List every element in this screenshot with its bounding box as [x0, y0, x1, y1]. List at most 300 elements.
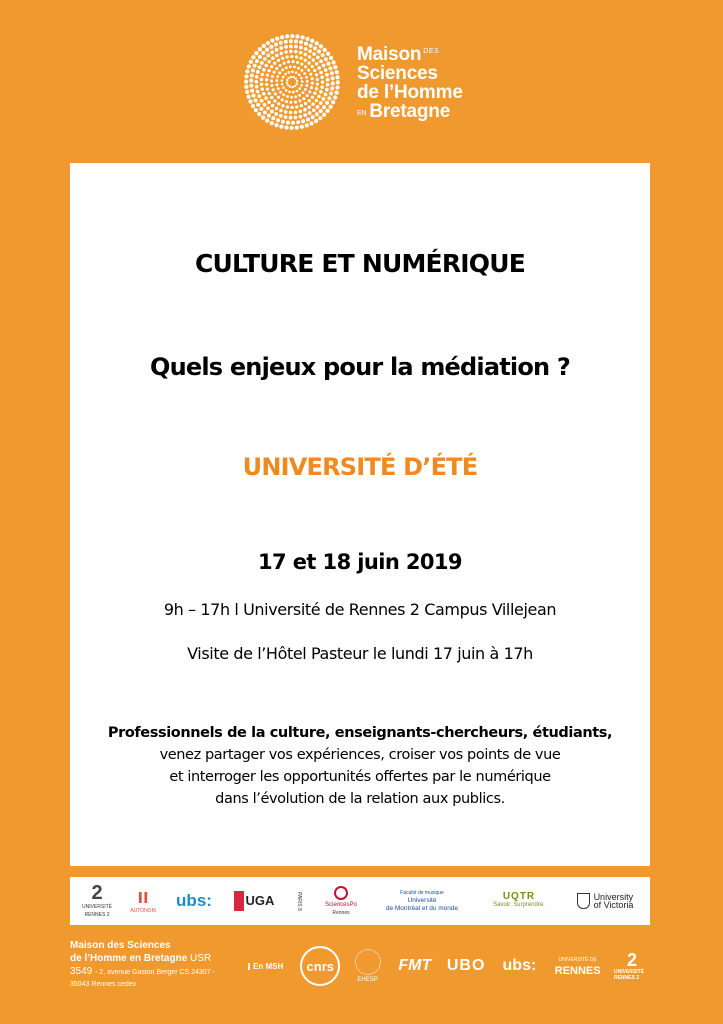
emblem-dot — [307, 105, 311, 109]
emblem-dot — [326, 52, 330, 56]
emblem-dot — [294, 116, 298, 120]
emblem-dot — [300, 35, 304, 39]
emblem-dot — [269, 45, 273, 49]
emblem-dot — [311, 82, 314, 85]
emblem-dot — [288, 77, 290, 79]
logo-autonom — [128, 883, 158, 919]
logo-small-en: EN — [357, 109, 367, 117]
emblem-dot — [319, 71, 323, 75]
emblem-dot — [313, 46, 317, 50]
emblem-dot — [304, 65, 307, 68]
emblem-dot — [315, 73, 318, 76]
emblem-dot — [262, 92, 266, 96]
emblem-dot — [319, 59, 323, 63]
emblem-dot — [315, 41, 319, 45]
emblem-dot — [328, 105, 332, 109]
footer-rennes2-text: UNIVERSITÉ RENNES 2 — [613, 969, 644, 981]
emblem-dot — [288, 71, 291, 74]
uvic-line1: University — [593, 892, 634, 902]
emblem-dot — [275, 67, 278, 70]
emblem-dot — [265, 48, 269, 52]
emblem-dot — [261, 51, 265, 55]
logo-uvic — [570, 883, 640, 919]
invite-line: et interroger les opportunités offertes par le numérique — [169, 769, 551, 785]
emblem-dot — [286, 79, 288, 81]
emblem-dot — [274, 112, 278, 116]
uga-mark-icon — [234, 891, 244, 911]
emblem-dot — [266, 106, 270, 110]
address-name-2: de l’Homme en Bretagne — [70, 953, 188, 964]
address-street: - 2, avenue Gaston Berger CS 24307 - — [95, 969, 215, 976]
emblem-dot — [280, 35, 284, 39]
emblem-dot — [267, 100, 271, 104]
emblem-dot — [306, 94, 309, 97]
emblem-dot — [311, 65, 314, 68]
emblem-dot — [303, 113, 307, 117]
emblem-dot — [265, 78, 268, 81]
emblem-dot — [336, 80, 340, 84]
emblem-dot — [302, 97, 305, 100]
emblem-dot — [295, 105, 298, 108]
udem-faculty: Faculté de musique — [400, 890, 444, 896]
autonom-text: AUTONOM — [130, 908, 156, 914]
address-name-1: Maison des Sciences — [70, 940, 171, 951]
emblem-dot — [308, 90, 311, 93]
emblem-dot — [277, 87, 280, 90]
rennes2-glyph: 2 — [91, 882, 103, 904]
emblem-dot — [279, 114, 283, 118]
emblem-dot — [325, 73, 329, 77]
logo-rennes2 — [80, 883, 114, 919]
uqtr-wordmark: UQTR — [502, 891, 536, 902]
emblem-dot — [300, 125, 304, 129]
emblem-dot — [308, 55, 312, 59]
footer-logo-cnrs: cnrs — [300, 946, 340, 986]
emblem-dot — [281, 57, 284, 60]
emblem-dot — [321, 80, 325, 84]
emblem-dot — [260, 87, 264, 91]
emblem-dot — [299, 57, 302, 60]
sciencespo-ball-icon — [334, 886, 348, 900]
emblem-dot — [292, 86, 294, 88]
emblem-dot — [324, 57, 328, 61]
emblem-dot — [327, 96, 331, 100]
emblem-dot — [275, 79, 278, 82]
emblem-dot — [299, 110, 303, 114]
emblem-dot — [315, 87, 318, 90]
emblem-dot — [335, 75, 339, 79]
emblem-dot — [333, 95, 337, 99]
emblem-dot — [272, 88, 275, 91]
emblem-dot — [271, 116, 275, 120]
emblem-dot — [258, 55, 262, 59]
emblem-dot — [289, 126, 293, 130]
emblem-dot — [258, 47, 262, 51]
invite-lead: Professionnels de la culture, enseignants-chercheurs, étudiants, — [107, 725, 613, 741]
emblem-dot — [292, 91, 295, 94]
emblem-dot — [276, 75, 279, 78]
emblem-dot — [261, 73, 265, 77]
emblem-dot — [271, 56, 275, 60]
emblem-dot — [298, 99, 301, 102]
emblem-dot — [287, 60, 290, 63]
emblem-dot — [281, 120, 285, 124]
emblem-dot — [325, 101, 329, 105]
emblem-dot — [267, 114, 271, 118]
emblem-dot — [308, 111, 312, 115]
emblem-dot — [298, 74, 301, 77]
emblem-dot — [244, 79, 248, 83]
emblem-dot — [320, 85, 324, 89]
emblem-dot — [313, 92, 316, 95]
emblem-dot — [300, 77, 303, 80]
emblem-dot — [317, 66, 321, 70]
emblem-dot — [290, 96, 293, 99]
emblem-dot — [324, 68, 328, 72]
emblem-dot — [303, 72, 306, 75]
emblem-dot — [310, 86, 313, 89]
emblem-dot — [286, 55, 289, 58]
emblem-dot — [294, 111, 298, 115]
emblem-dot — [295, 55, 298, 58]
emblem-dot — [300, 84, 303, 87]
emblem-dot — [255, 85, 259, 89]
emblem-dot — [335, 85, 339, 89]
emblem-dot — [256, 90, 260, 94]
emblem-dot — [296, 83, 298, 85]
invite-text — [70, 722, 650, 810]
emblem-dot — [305, 37, 309, 41]
emblem-dot — [322, 105, 326, 109]
emblem-dot — [251, 68, 255, 72]
emblem-dot — [296, 80, 298, 82]
emblem-dot — [270, 121, 274, 125]
emblem-dot — [271, 75, 274, 78]
emblem-dot — [313, 69, 316, 72]
emblem-dot — [258, 65, 262, 69]
emblem-dot — [305, 84, 308, 87]
emblem-dot — [303, 53, 307, 57]
address-number: 3549 — [70, 966, 93, 977]
emblem-dot — [301, 69, 304, 72]
emblem-dot — [324, 93, 328, 97]
address-usr: USR — [190, 953, 212, 964]
emblem-dot — [296, 90, 299, 93]
emblem-dot — [285, 100, 288, 103]
emblem-dot — [319, 101, 323, 105]
emblem-dot — [323, 48, 327, 52]
emblem-dot — [253, 64, 257, 68]
event-visit: Visite de l’Hôtel Pasteur le lundi 17 juin à 17h — [187, 644, 533, 663]
emblem-dot — [316, 105, 320, 109]
emblem-dot — [299, 40, 303, 44]
footer-rennes2-glyph: 2 — [626, 950, 637, 970]
emblem-dot — [249, 60, 253, 64]
emblem-dot — [279, 41, 283, 45]
emblem-dot — [244, 74, 248, 78]
emblem-dot — [284, 115, 288, 119]
emblem-dot — [294, 95, 297, 98]
emblem-dot — [260, 83, 264, 87]
emblem-dot — [279, 91, 282, 94]
autonom-glyph: ıı — [137, 886, 149, 908]
logo-udem-musique — [376, 883, 468, 919]
emblem-dot — [282, 93, 285, 96]
emblem-dot — [280, 52, 284, 56]
emblem-dot — [299, 51, 303, 55]
emblem-dot — [284, 50, 288, 54]
msh-mark: En MSH — [253, 961, 284, 971]
emblem-dot — [294, 101, 297, 104]
emblem-dot — [270, 50, 274, 54]
emblem-dot — [263, 57, 267, 61]
emblem-dot — [266, 73, 269, 76]
emblem-dot — [293, 65, 296, 68]
emblem-dot — [251, 104, 255, 108]
emblem-dot — [279, 124, 283, 128]
emblem-dot — [260, 78, 264, 82]
emblem-dot — [256, 103, 260, 107]
emblem-dot — [250, 89, 254, 93]
emblem-dot — [304, 42, 308, 46]
emblem-dot — [262, 44, 266, 48]
emblem-dot — [328, 66, 332, 70]
udem-line2: de Montréal et du monde — [385, 905, 459, 912]
univ-rennes-text: RENNES — [554, 965, 601, 977]
emblem-dot — [295, 34, 299, 38]
emblem-dot — [322, 64, 326, 68]
emblem-dot — [255, 59, 259, 63]
emblem-dot — [274, 92, 277, 95]
emblem-dot — [283, 62, 286, 65]
emblem-dot — [267, 69, 270, 72]
emblem-dot — [257, 94, 261, 98]
emblem-dot — [284, 125, 288, 129]
emblem-dot — [329, 92, 333, 96]
emblem-dot — [281, 68, 284, 71]
emblem-dot — [331, 81, 335, 85]
emblem-dot — [260, 99, 264, 103]
emblem-dot — [289, 116, 293, 120]
emblem-dot — [260, 61, 264, 65]
emblem-dot — [290, 106, 293, 109]
emblem-dot — [270, 65, 273, 68]
emblem-dot — [268, 92, 271, 95]
emblem-dot — [286, 95, 289, 98]
logo-uga — [230, 883, 278, 919]
emblem-dot — [317, 50, 321, 54]
emblem-dot — [282, 76, 285, 79]
emblem-dot — [278, 71, 281, 74]
emblem-dot — [284, 45, 288, 49]
rennes2-text: UNIVERSITÉ RENNES 2 — [81, 904, 112, 918]
emblem-dot — [286, 105, 289, 108]
emblem-dot — [249, 79, 253, 83]
emblem-dot — [315, 112, 319, 116]
emblem-dot — [261, 115, 265, 119]
emblem-dot — [292, 60, 295, 63]
emblem-dot — [294, 85, 296, 87]
logo-small-des: DES — [423, 47, 440, 55]
emblem-dot — [273, 62, 276, 65]
emblem-dot — [279, 64, 282, 67]
emblem-dot — [254, 80, 258, 84]
emblem-dot — [315, 99, 319, 103]
emblem-dot — [288, 91, 291, 94]
emblem-dot — [284, 110, 288, 114]
emblem-dot — [263, 103, 267, 107]
emblem-dot — [254, 108, 258, 112]
emblem-dot — [270, 38, 274, 42]
emblem-dot — [300, 63, 303, 66]
emblem-dot — [294, 39, 298, 43]
emblem-dot — [257, 112, 261, 116]
uvic-line2: of Victoria — [593, 900, 634, 910]
emblem-dot — [319, 90, 323, 94]
emblem-dot — [325, 109, 329, 113]
emblem-dot — [266, 41, 270, 45]
logo-paris8: PARIS 8 — [296, 891, 302, 911]
emblem-dot — [275, 48, 279, 52]
emblem-dot — [301, 80, 304, 83]
emblem-dot — [326, 78, 330, 82]
emblem-dot — [305, 76, 308, 79]
emblem-dot — [298, 94, 301, 97]
emblem-dot — [333, 65, 337, 69]
emblem-dot — [281, 98, 284, 101]
emblem-dot — [306, 80, 309, 83]
emblem-dot — [299, 46, 303, 50]
emblem-dot — [331, 60, 335, 64]
emblem-dot — [293, 76, 295, 78]
emblem-dot — [291, 121, 295, 125]
emblem-dot — [290, 76, 292, 78]
emblem-dot — [287, 84, 289, 86]
emblem-dot — [277, 102, 280, 105]
emblem-dot — [334, 90, 338, 94]
emblem-dot — [273, 99, 276, 102]
emblem-dot — [275, 36, 279, 40]
partners-strip — [70, 877, 650, 925]
uvic-crest-icon — [577, 893, 590, 909]
invite-line: dans l’évolution de la relation aux publics. — [215, 791, 505, 807]
logo-line-maison: Maison — [357, 43, 422, 65]
emblem-dot — [282, 86, 285, 89]
emblem-dot — [289, 65, 292, 68]
emblem-dot — [266, 53, 270, 57]
emblem-dot — [284, 73, 287, 76]
emblem-dot — [331, 76, 335, 80]
emblem-dot — [316, 55, 320, 59]
uga-text: UGA — [245, 893, 275, 908]
emblem-dot — [331, 100, 335, 104]
emblem-dot — [289, 50, 293, 54]
logo-sciencespo-rennes — [320, 883, 362, 919]
emblem-dot — [330, 71, 334, 75]
event-type: UNIVERSITÉ D’ÉTÉ — [242, 453, 478, 481]
emblem-dot — [298, 87, 301, 90]
emblem-dot — [322, 113, 326, 117]
emblem-dot — [326, 83, 330, 87]
emblem-dot — [311, 96, 314, 99]
emblem-dot — [299, 115, 303, 119]
emblem-dot — [296, 120, 300, 124]
emblem-dot — [250, 73, 254, 77]
emblem-dot — [311, 102, 315, 106]
emblem-dot — [271, 104, 275, 108]
footer-logo-univ-rennes — [550, 955, 606, 977]
emblem-dot — [318, 116, 322, 120]
emblem-dot — [309, 121, 313, 125]
emblem-dot — [289, 44, 293, 48]
emblem-dot — [275, 54, 279, 58]
emblem-dot — [290, 34, 294, 38]
emblem-dot — [307, 61, 310, 64]
dot-sunburst-icon — [243, 33, 341, 131]
emblem-dot — [300, 104, 303, 107]
emblem-dot — [251, 55, 255, 59]
emblem-dot — [290, 55, 293, 58]
emblem-dot — [314, 119, 318, 123]
emblem-dot — [325, 88, 329, 92]
emblem-dot — [279, 109, 283, 113]
emblem-dot — [319, 44, 323, 48]
logo-uqtr — [482, 883, 556, 919]
emblem-dot — [301, 91, 304, 94]
emblem-dot — [312, 52, 316, 56]
emblem-dot — [281, 104, 284, 107]
emblem-dot — [289, 39, 293, 43]
emblem-dot — [319, 109, 323, 113]
logo-line-sciences: Sciences — [357, 62, 438, 84]
emblem-dot — [289, 101, 292, 104]
logo-ubs: ubs: — [176, 891, 212, 910]
emblem-dot — [248, 99, 252, 103]
emblem-dot — [281, 79, 284, 82]
emblem-dot — [317, 95, 321, 99]
emblem-dot — [294, 50, 298, 54]
footer-logo-ubs: ubs: — [502, 957, 537, 974]
emblem-dot — [329, 56, 333, 60]
emblem-dot — [306, 117, 310, 121]
emblem-dot — [252, 94, 256, 98]
emblem-dot — [304, 47, 308, 51]
poster-subtitle: Quels enjeux pour la médiation ? — [150, 353, 570, 381]
emblem-dot — [270, 96, 273, 99]
emblem-dot — [311, 115, 315, 119]
address-city: 35043 Rennes cedex — [70, 981, 137, 988]
emblem-dot — [312, 108, 316, 112]
emblem-dot — [262, 68, 266, 72]
emblem-dot — [289, 86, 291, 88]
emblem-dot — [265, 83, 268, 86]
emblem-dot — [263, 110, 267, 114]
emblem-dot — [330, 87, 334, 91]
emblem-dot — [286, 121, 290, 125]
footer-logo-ehesp — [349, 949, 387, 983]
logo-line-bretagne: Bretagne — [369, 100, 451, 122]
uqtr-tagline: Savoir. Surprendre. — [493, 902, 545, 908]
emblem-dot — [316, 78, 319, 81]
logo-line-homme: de l’Homme — [357, 81, 463, 103]
emblem-dot — [316, 83, 319, 86]
emblem-dot — [276, 118, 280, 122]
emblem-dot — [321, 53, 325, 57]
footer-logo-ubo: UBO — [446, 957, 486, 974]
emblem-dot — [295, 78, 297, 80]
footer-logo-msh — [248, 963, 292, 970]
emblem-dot — [274, 43, 278, 47]
